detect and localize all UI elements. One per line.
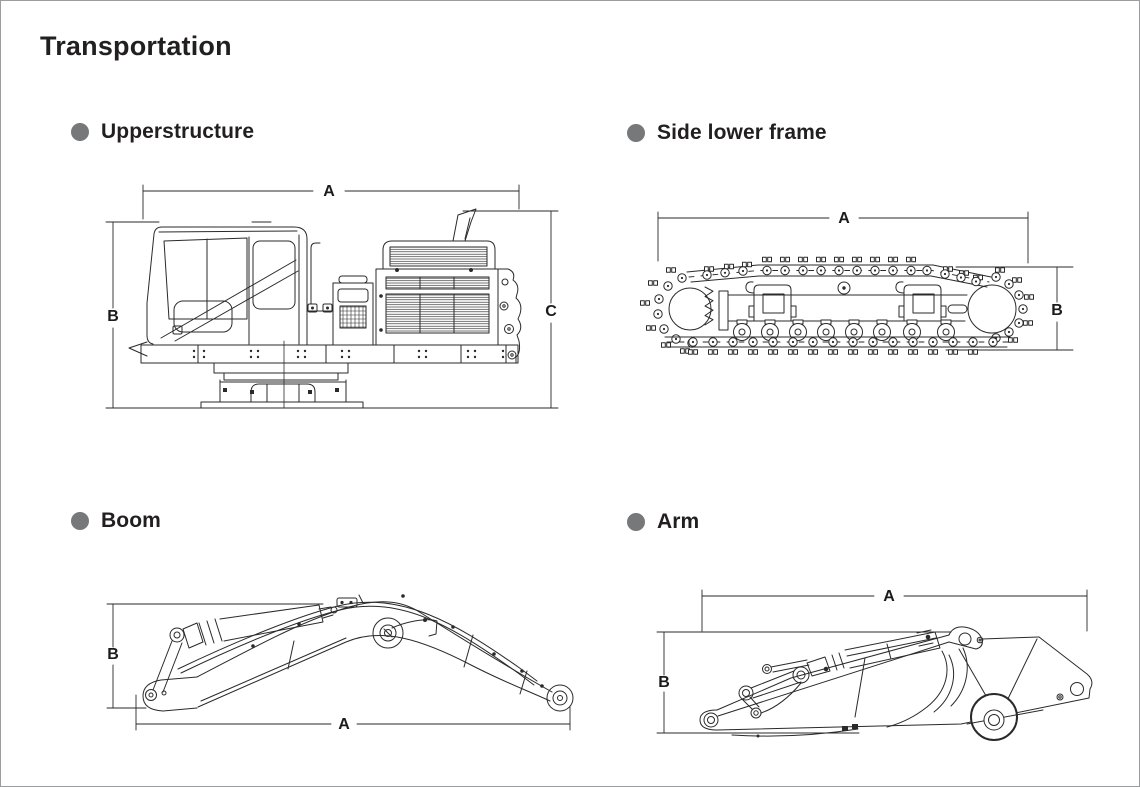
dim-label-a: A [883, 588, 895, 605]
section-heading-boom [71, 509, 161, 533]
dim-label-b: B [107, 646, 119, 663]
section-heading-upperstructure [71, 120, 254, 144]
dim-label-b: B [1051, 302, 1063, 319]
dim-label-c: C [545, 303, 557, 320]
dim-label-a: A [338, 716, 350, 733]
side-lower-frame-diagram [619, 199, 1081, 366]
bullet-icon [71, 123, 89, 141]
dim-label-b: B [658, 674, 670, 691]
bullet-icon [71, 512, 89, 530]
dim-label-a: A [323, 183, 335, 200]
section-heading-arm [627, 510, 699, 534]
upperstructure-diagram [96, 179, 566, 414]
upperstructure-drawing [129, 209, 521, 408]
section-label: Boom [101, 509, 161, 532]
page-title: Transportation [40, 31, 232, 61]
arm-diagram [646, 581, 1101, 751]
dimension-lines [106, 185, 558, 408]
section-label: Arm [657, 510, 700, 533]
bullet-icon [627, 513, 645, 531]
bullet-icon [627, 124, 645, 142]
crawler-track-drawing [641, 257, 1034, 354]
arm-drawing [700, 627, 1092, 740]
section-label: Upperstructure [101, 120, 255, 143]
boom-diagram [96, 589, 576, 739]
boom-drawing [143, 594, 573, 711]
dim-label-b: B [107, 308, 119, 325]
section-label: Side lower frame [657, 121, 827, 144]
section-heading-side-lower-frame [627, 121, 827, 145]
dim-label-a: A [838, 210, 850, 227]
dimension-lines [107, 604, 570, 730]
